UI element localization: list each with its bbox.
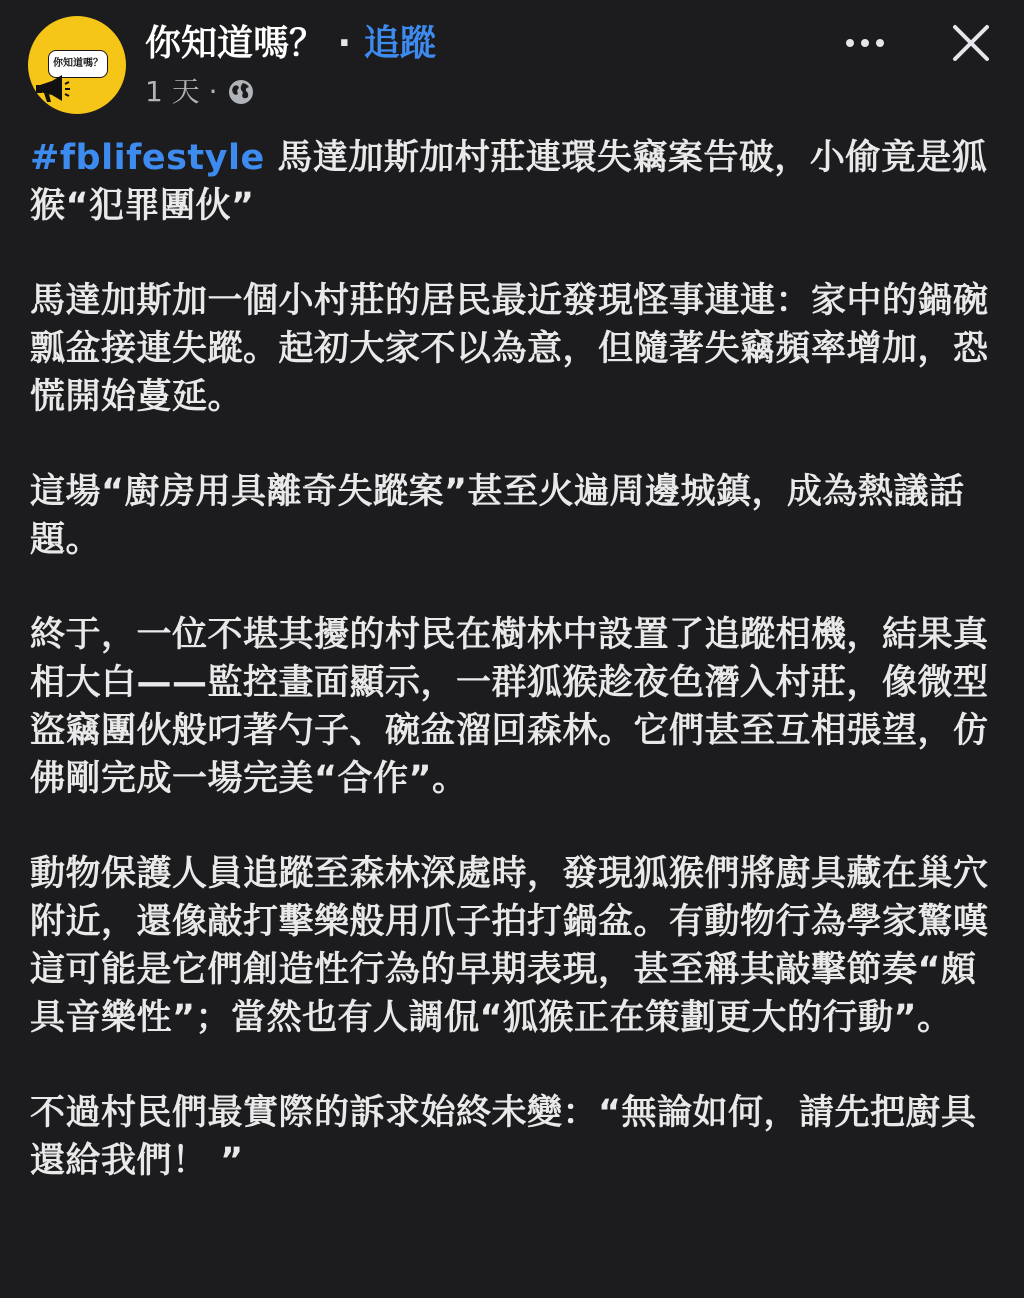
paragraph-3: 終于，一位不堪其擾的村民在樹林中設置了追蹤相機，結果真相大白——監控畫面顯示，一群狐猴趁夜色潛入村莊，像微型盜竊團伙般叼著勺子、碗盆溜回森林。它們甚至互相張望，仿佛剛完成一場完美“合作”。 [30,615,989,799]
page-avatar[interactable] [28,16,126,114]
post-title [30,134,996,230]
close-icon[interactable] [950,22,992,64]
post-body [30,134,996,1232]
avatar-text: 你知道嗎？ [48,50,108,78]
paragraph-2: 這場“廚房用具離奇失蹤案”甚至火遍周邊城鎮，成為熱議話題。 [30,472,965,560]
page-name-row [145,22,436,66]
more-horizontal-icon[interactable] [840,30,890,56]
paragraph-5: 不過村民們最實際的訴求始終未變：“無論如何，請先把廚具還給我們！ ” [30,1093,977,1181]
hashtag-link[interactable]: #fblifestyle [30,138,265,178]
name-separator: · [325,23,364,64]
megaphone-icon [34,74,70,104]
paragraph-4: 動物保護人員追蹤至森林深處時，發現狐猴們將廚具藏在巢穴附近，還像敲打擊樂般用爪子拍打鍋盆。有動物行為學家驚嘆這可能是它們創造性行為的早期表現，甚至稱其敲擊節奏“頗具音樂性”；當然也有人調侃“狐猴正在策劃更大的行動”。 [30,854,989,1038]
follow-button[interactable]: 追蹤 [363,23,436,64]
page-name[interactable]: 你知道嗎？ [145,23,326,64]
post-meta [145,72,256,112]
paragraph-1: 馬達加斯加一個小村莊的居民最近發現怪事連連：家中的鍋碗瓢盆接連失蹤。起初大家不以為意，但隨著失竊頻率增加，恐慌開始蔓延。 [30,281,989,417]
post-time[interactable]: 1 天 · [145,75,218,108]
globe-icon[interactable] [226,77,256,107]
post-header [0,0,1024,120]
title-text: 馬達加斯加村莊連環失竊案告破，小偷竟是狐猴“犯罪團伙” [30,138,988,226]
